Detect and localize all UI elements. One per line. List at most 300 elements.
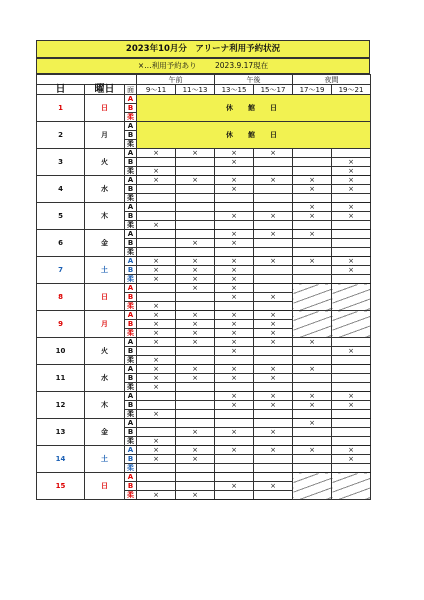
header-day: 日 <box>37 85 85 95</box>
slot-cell <box>332 365 371 374</box>
slot-cell: × <box>332 158 371 167</box>
slot-cell <box>137 158 176 167</box>
slot-cell: × <box>137 374 176 383</box>
surface-label: A <box>125 446 137 455</box>
slot-cell <box>293 437 332 446</box>
slot-cell: × <box>137 167 176 176</box>
slot-cell: × <box>176 428 215 437</box>
surface-label: 柔 <box>125 221 137 230</box>
slot-cell <box>254 248 293 257</box>
slot-cell <box>215 221 254 230</box>
surface-label: 柔 <box>125 410 137 419</box>
surface-label: B <box>125 158 137 167</box>
day-number: 12 <box>37 392 85 419</box>
weekday: 日 <box>85 284 125 311</box>
surface-label: 柔 <box>125 437 137 446</box>
slot-cell: × <box>176 320 215 329</box>
slot-cell: × <box>254 329 293 338</box>
slot-cell <box>254 203 293 212</box>
surface-label: B <box>125 320 137 329</box>
slot-cell: × <box>215 239 254 248</box>
slot-cell <box>215 491 254 500</box>
slot-cell: × <box>137 275 176 284</box>
slot-cell: × <box>137 383 176 392</box>
surface-label: 柔 <box>125 302 137 311</box>
surface-label: 柔 <box>125 356 137 365</box>
slot-cell <box>293 410 332 419</box>
slot-cell <box>332 248 371 257</box>
slot-cell <box>332 338 371 347</box>
slot-cell <box>215 437 254 446</box>
slot-cell <box>176 356 215 365</box>
slot-cell <box>293 374 332 383</box>
slot-cell <box>254 437 293 446</box>
slot-cell <box>137 248 176 257</box>
slot-cell: × <box>215 275 254 284</box>
slot-cell <box>332 149 371 158</box>
slot-cell: × <box>332 257 371 266</box>
slot-cell <box>215 356 254 365</box>
table-row <box>37 338 371 347</box>
slot-cell: × <box>215 374 254 383</box>
slot-cell <box>215 203 254 212</box>
slot-cell: × <box>332 167 371 176</box>
weekday: 火 <box>85 149 125 176</box>
slot-cell: × <box>176 266 215 275</box>
slot-cell: × <box>254 176 293 185</box>
weekday: 月 <box>85 311 125 338</box>
surface-label: 柔 <box>125 329 137 338</box>
slot-cell: × <box>215 266 254 275</box>
surface-label: 柔 <box>125 464 137 473</box>
surface-label: A <box>125 149 137 158</box>
slot-cell <box>137 473 176 482</box>
table-row <box>37 446 371 455</box>
slot-cell <box>332 410 371 419</box>
slot-cell <box>176 212 215 221</box>
surface-label: B <box>125 104 137 113</box>
slot-cell <box>293 428 332 437</box>
slot-cell <box>293 266 332 275</box>
slot-cell <box>137 293 176 302</box>
slot-cell: × <box>293 257 332 266</box>
surface-label: B <box>125 374 137 383</box>
slot-cell <box>332 374 371 383</box>
slot-cell <box>176 248 215 257</box>
surface-label: B <box>125 347 137 356</box>
slot-cell <box>137 464 176 473</box>
slot-cell <box>254 266 293 275</box>
slot-cell <box>215 248 254 257</box>
slot-cell: × <box>293 446 332 455</box>
slot-cell: × <box>293 401 332 410</box>
slot-cell: × <box>293 338 332 347</box>
slot-cell <box>254 383 293 392</box>
slot-cell: × <box>215 158 254 167</box>
slot-cell <box>254 419 293 428</box>
surface-label: A <box>125 365 137 374</box>
slot-cell: × <box>215 230 254 239</box>
slot-cell: × <box>176 446 215 455</box>
reservation-rows <box>37 95 371 500</box>
unavailable-cell <box>332 473 371 500</box>
day-number: 7 <box>37 257 85 284</box>
slot-cell: × <box>254 212 293 221</box>
weekday: 水 <box>85 176 125 203</box>
slot-cell: × <box>137 365 176 374</box>
unavailable-cell <box>332 284 371 311</box>
slot-cell <box>137 194 176 203</box>
slot-cell <box>332 221 371 230</box>
surface-label: 柔 <box>125 194 137 203</box>
table-row <box>37 311 371 320</box>
slot-cell <box>137 347 176 356</box>
slot-cell <box>254 347 293 356</box>
slot-cell <box>215 419 254 428</box>
surface-label: B <box>125 266 137 275</box>
slot-cell <box>332 383 371 392</box>
slot-cell <box>254 167 293 176</box>
slot-cell: × <box>254 482 293 491</box>
slot-cell: × <box>137 266 176 275</box>
surface-label: 柔 <box>125 167 137 176</box>
weekday: 日 <box>85 95 125 122</box>
header-slot: 19～21 <box>332 85 371 95</box>
slot-cell <box>215 410 254 419</box>
slot-cell: × <box>176 338 215 347</box>
header-weekday: 曜日 <box>85 85 125 95</box>
slot-cell: × <box>332 203 371 212</box>
slot-cell: × <box>254 392 293 401</box>
slot-cell: × <box>215 257 254 266</box>
slot-cell <box>176 383 215 392</box>
surface-label: A <box>125 176 137 185</box>
surface-label: A <box>125 284 137 293</box>
slot-cell: × <box>254 365 293 374</box>
slot-cell <box>293 248 332 257</box>
slot-cell <box>293 383 332 392</box>
day-number: 1 <box>37 95 85 122</box>
day-number: 15 <box>37 473 85 500</box>
surface-label: B <box>125 428 137 437</box>
day-number: 10 <box>37 338 85 365</box>
header-slot: 9～11 <box>137 85 176 95</box>
weekday: 金 <box>85 230 125 257</box>
slot-cell: × <box>137 437 176 446</box>
slot-cell <box>137 482 176 491</box>
slot-cell <box>293 167 332 176</box>
slot-cell <box>176 230 215 239</box>
slot-cell <box>293 455 332 464</box>
surface-label: 柔 <box>125 113 137 122</box>
slot-cell <box>293 356 332 365</box>
surface-label: A <box>125 203 137 212</box>
slot-cell: × <box>332 176 371 185</box>
slot-cell <box>176 293 215 302</box>
slot-cell <box>332 464 371 473</box>
slot-cell: × <box>176 455 215 464</box>
slot-cell: × <box>176 311 215 320</box>
header-afternoon: 午後 <box>215 75 293 85</box>
slot-cell: × <box>332 266 371 275</box>
slot-cell <box>254 221 293 230</box>
slot-cell <box>176 401 215 410</box>
surface-label: B <box>125 482 137 491</box>
slot-cell <box>137 212 176 221</box>
weekday: 火 <box>85 338 125 365</box>
slot-cell <box>137 239 176 248</box>
slot-cell <box>176 437 215 446</box>
slot-cell <box>215 383 254 392</box>
slot-cell <box>176 203 215 212</box>
surface-label: 柔 <box>125 383 137 392</box>
slot-cell: × <box>137 338 176 347</box>
surface-label: B <box>125 185 137 194</box>
surface-label: B <box>125 401 137 410</box>
slot-cell <box>254 185 293 194</box>
slot-cell <box>176 482 215 491</box>
slot-cell <box>254 194 293 203</box>
unavailable-cell <box>332 311 371 338</box>
slot-cell <box>137 284 176 293</box>
surface-label: A <box>125 392 137 401</box>
slot-cell <box>215 302 254 311</box>
surface-label: A <box>125 230 137 239</box>
slot-cell: × <box>176 491 215 500</box>
day-number: 2 <box>37 122 85 149</box>
legend-text: ×…利用予約あり <box>137 61 197 70</box>
slot-cell: × <box>254 257 293 266</box>
slot-cell: × <box>215 428 254 437</box>
slot-cell <box>176 392 215 401</box>
slot-cell: × <box>332 401 371 410</box>
table-row <box>37 473 371 482</box>
slot-cell <box>332 275 371 284</box>
slot-cell: × <box>137 302 176 311</box>
slot-cell <box>176 194 215 203</box>
slot-cell: × <box>176 365 215 374</box>
slot-cell: × <box>215 176 254 185</box>
surface-label: A <box>125 122 137 131</box>
day-number: 5 <box>37 203 85 230</box>
slot-cell: × <box>254 311 293 320</box>
unavailable-cell <box>293 284 332 311</box>
day-number: 4 <box>37 176 85 203</box>
slot-cell <box>293 194 332 203</box>
unavailable-cell <box>293 473 332 500</box>
slot-cell <box>293 347 332 356</box>
table-row <box>37 230 371 239</box>
slot-cell: × <box>332 446 371 455</box>
table-row <box>37 392 371 401</box>
slot-cell: × <box>176 149 215 158</box>
surface-label: B <box>125 455 137 464</box>
slot-cell <box>332 437 371 446</box>
slot-cell: × <box>293 392 332 401</box>
slot-cell <box>254 491 293 500</box>
slot-cell <box>254 410 293 419</box>
header-night: 夜間 <box>293 75 371 85</box>
slot-cell <box>176 158 215 167</box>
slot-cell: × <box>137 491 176 500</box>
slot-cell <box>176 419 215 428</box>
slot-cell: × <box>254 338 293 347</box>
slot-cell <box>176 221 215 230</box>
weekday: 土 <box>85 446 125 473</box>
slot-cell <box>176 185 215 194</box>
slot-cell: × <box>254 446 293 455</box>
slot-cell <box>332 419 371 428</box>
slot-cell <box>254 284 293 293</box>
slot-cell <box>137 401 176 410</box>
closed-label: 休 館 日 <box>137 122 371 149</box>
day-number: 11 <box>37 365 85 392</box>
surface-label: 柔 <box>125 491 137 500</box>
unavailable-cell <box>293 311 332 338</box>
day-number: 6 <box>37 230 85 257</box>
day-number: 14 <box>37 446 85 473</box>
sheet-title: 2023年10月分 アリーナ利用予約状況 <box>36 40 370 58</box>
slot-cell <box>293 275 332 284</box>
slot-cell <box>293 464 332 473</box>
header-slot: 15～17 <box>254 85 293 95</box>
as-of-date: 2023.9.17現在 <box>215 61 269 70</box>
table-row <box>37 419 371 428</box>
table-row <box>37 122 371 131</box>
weekday: 金 <box>85 419 125 446</box>
slot-cell: × <box>215 347 254 356</box>
slot-cell <box>176 464 215 473</box>
surface-label: A <box>125 473 137 482</box>
table-row <box>37 284 371 293</box>
surface-label: B <box>125 212 137 221</box>
slot-cell: × <box>215 212 254 221</box>
slot-cell: × <box>293 230 332 239</box>
table-row <box>37 176 371 185</box>
slot-cell <box>332 239 371 248</box>
slot-cell <box>254 455 293 464</box>
slot-cell: × <box>137 149 176 158</box>
slot-cell: × <box>293 419 332 428</box>
weekday: 木 <box>85 392 125 419</box>
slot-cell <box>176 473 215 482</box>
slot-cell: × <box>176 257 215 266</box>
slot-cell <box>293 239 332 248</box>
reservation-sheet <box>36 40 370 500</box>
slot-cell: × <box>254 374 293 383</box>
slot-cell: × <box>293 176 332 185</box>
surface-label: A <box>125 95 137 104</box>
slot-cell <box>254 275 293 284</box>
slot-cell: × <box>137 221 176 230</box>
slot-cell <box>137 230 176 239</box>
surface-label: B <box>125 293 137 302</box>
slot-cell: × <box>293 365 332 374</box>
header-slot: 13～15 <box>215 85 254 95</box>
day-number: 3 <box>37 149 85 176</box>
slot-cell: × <box>137 455 176 464</box>
header-blank <box>37 75 137 85</box>
slot-cell <box>137 419 176 428</box>
header-slot: 11～13 <box>176 85 215 95</box>
slot-cell <box>332 356 371 365</box>
slot-cell: × <box>332 212 371 221</box>
slot-cell: × <box>137 176 176 185</box>
slot-cell <box>176 347 215 356</box>
slot-cell: × <box>215 320 254 329</box>
day-number: 9 <box>37 311 85 338</box>
surface-label: 柔 <box>125 140 137 149</box>
slot-cell: × <box>215 185 254 194</box>
surface-label: 柔 <box>125 248 137 257</box>
slot-cell: × <box>137 257 176 266</box>
legend-row <box>36 58 370 74</box>
slot-cell <box>254 473 293 482</box>
header-surface: 面 <box>125 85 137 95</box>
slot-cell: × <box>176 329 215 338</box>
slot-cell: × <box>215 293 254 302</box>
slot-cell <box>254 302 293 311</box>
slot-cell: × <box>137 320 176 329</box>
surface-label: A <box>125 419 137 428</box>
surface-label: A <box>125 311 137 320</box>
slot-cell: × <box>137 329 176 338</box>
slot-cell: × <box>254 149 293 158</box>
slot-cell <box>215 167 254 176</box>
slot-cell: × <box>137 356 176 365</box>
slot-cell: × <box>332 455 371 464</box>
weekday: 日 <box>85 473 125 500</box>
slot-cell: × <box>215 329 254 338</box>
slot-cell: × <box>215 446 254 455</box>
header-slot: 17～19 <box>293 85 332 95</box>
slot-cell <box>332 428 371 437</box>
slot-cell: × <box>332 392 371 401</box>
slot-cell: × <box>215 482 254 491</box>
slot-cell: × <box>176 239 215 248</box>
surface-label: A <box>125 338 137 347</box>
slot-cell: × <box>215 311 254 320</box>
slot-cell <box>254 239 293 248</box>
slot-cell: × <box>176 176 215 185</box>
table-row <box>37 95 371 104</box>
slot-cell: × <box>254 320 293 329</box>
slot-cell: × <box>332 185 371 194</box>
slot-cell <box>176 167 215 176</box>
slot-cell <box>293 221 332 230</box>
slot-cell: × <box>215 401 254 410</box>
slot-cell: × <box>215 365 254 374</box>
reservation-table <box>36 74 371 500</box>
weekday: 水 <box>85 365 125 392</box>
table-row <box>37 149 371 158</box>
slot-cell: × <box>254 230 293 239</box>
slot-cell <box>254 464 293 473</box>
slot-cell <box>137 203 176 212</box>
surface-label: B <box>125 239 137 248</box>
slot-cell <box>293 158 332 167</box>
surface-label: B <box>125 131 137 140</box>
slot-cell: × <box>176 374 215 383</box>
slot-cell <box>215 194 254 203</box>
table-row <box>37 365 371 374</box>
header-morning: 午前 <box>137 75 215 85</box>
slot-cell <box>332 230 371 239</box>
slot-cell: × <box>254 401 293 410</box>
slot-cell <box>215 455 254 464</box>
slot-cell: × <box>215 284 254 293</box>
surface-label: A <box>125 257 137 266</box>
